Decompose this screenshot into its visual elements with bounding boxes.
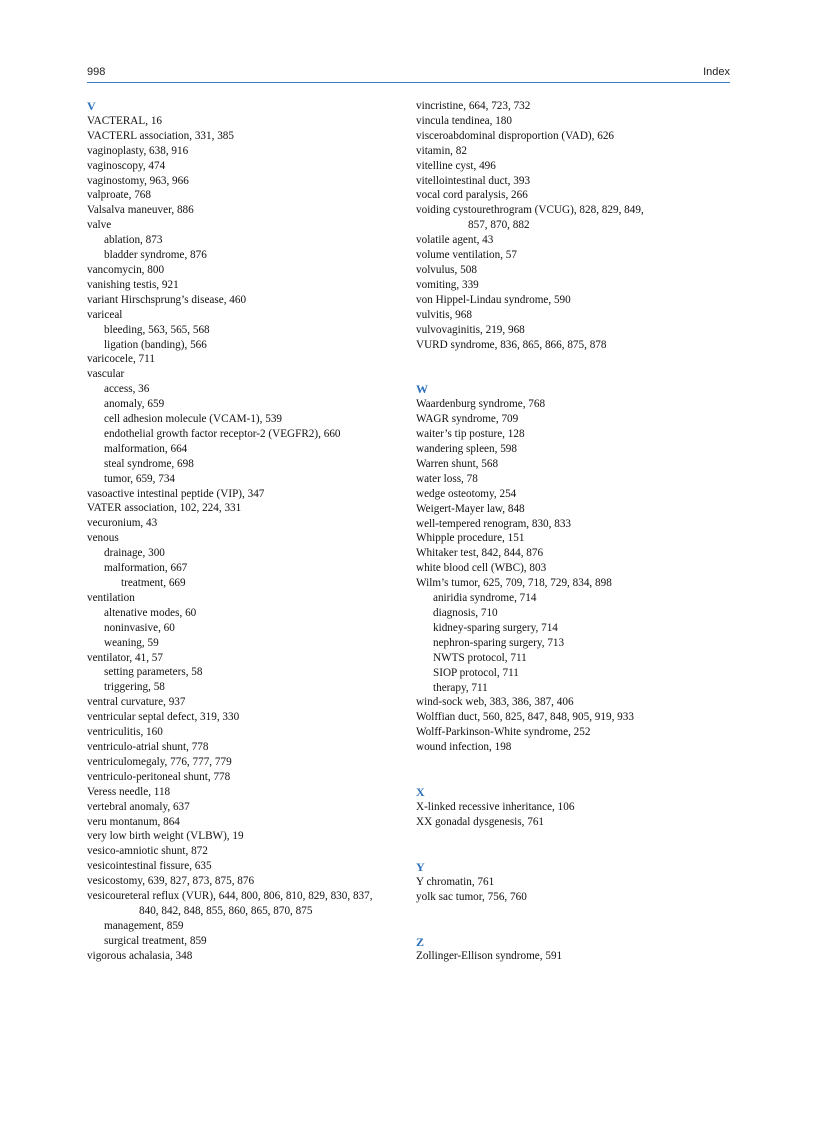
index-entry-continuation: 840, 842, 848, 855, 860, 865, 870, 875 xyxy=(139,904,313,917)
index-entry: Wilm’s tumor, 625, 709, 718, 729, 834, 898 xyxy=(416,577,612,590)
letter-heading-x: X xyxy=(416,785,425,800)
index-entry: vulvovaginitis, 219, 968 xyxy=(416,323,525,336)
index-entry: Weigert-Mayer law, 848 xyxy=(416,502,525,515)
index-entry: VACTERL association, 331, 385 xyxy=(87,129,234,142)
index-entry: veru montanum, 864 xyxy=(87,815,180,828)
page-number: 998 xyxy=(87,66,106,78)
index-subentry: noninvasive, 60 xyxy=(104,621,175,634)
index-entry: vincristine, 664, 723, 732 xyxy=(416,100,531,112)
index-entry: Valsalva maneuver, 886 xyxy=(87,204,194,217)
index-subentry: tumor, 659, 734 xyxy=(104,472,176,485)
index-entry: VACTERAL, 16 xyxy=(87,114,163,127)
index-entry: Whipple procedure, 151 xyxy=(416,532,525,545)
index-entry: Veress needle, 118 xyxy=(87,785,171,798)
index-subentry: diagnosis, 710 xyxy=(433,607,498,619)
index-entry: white blood cell (WBC), 803 xyxy=(416,562,547,575)
index-entry: vascular xyxy=(87,368,125,381)
index-entry: VURD syndrome, 836, 865, 866, 875, 878 xyxy=(416,338,607,351)
index-entry: venous xyxy=(87,532,119,545)
index-subentry: management, 859 xyxy=(104,919,184,932)
index-entry: vertebral anomaly, 637 xyxy=(87,800,190,813)
section-title: Index xyxy=(703,66,730,78)
index-entry: vesicoureteral reflux (VUR), 644, 800, 806, 810, 829, 830, 837, xyxy=(87,890,373,903)
index-entry: ventral curvature, 937 xyxy=(87,696,186,709)
header-rule xyxy=(87,82,730,83)
index-entry: valve xyxy=(87,219,112,232)
index-entry: Y chromatin, 761 xyxy=(416,875,495,888)
index-entry: very low birth weight (VLBW), 19 xyxy=(87,830,244,843)
index-subentry: malformation, 667 xyxy=(104,562,188,575)
section-spacer xyxy=(416,755,730,785)
index-column-left xyxy=(87,99,407,964)
index-subentry: steal syndrome, 698 xyxy=(104,457,194,470)
index-entry: vulvitis, 968 xyxy=(416,308,472,321)
index-entry: vesicointestinal fissure, 635 xyxy=(87,860,212,873)
index-subentry: NWTS protocol, 711 xyxy=(433,651,527,664)
letter-heading-v: V xyxy=(87,99,96,113)
index-subentry: ligation (banding), 566 xyxy=(104,338,207,351)
letter-heading-z: Z xyxy=(416,934,425,949)
index-entry: yolk sac tumor, 756, 760 xyxy=(416,890,527,903)
index-subentry: ablation, 873 xyxy=(104,234,163,247)
index-entry: volvulus, 508 xyxy=(416,263,477,276)
index-entry: wind-sock web, 383, 386, 387, 406 xyxy=(416,696,574,709)
index-entry: ventriculo-atrial shunt, 778 xyxy=(87,740,209,753)
index-subentry: drainage, 300 xyxy=(104,547,165,560)
index-subentry: malformation, 664 xyxy=(104,442,188,455)
index-entry: vaginoscopy, 474 xyxy=(87,159,166,172)
index-entry: Zollinger-Ellison syndrome, 591 xyxy=(416,950,563,963)
index-subentry: access, 36 xyxy=(104,383,150,396)
index-entry: varicocele, 711 xyxy=(87,353,155,366)
index-entry: ventricular septal defect, 319, 330 xyxy=(87,711,240,724)
letter-heading-w: W xyxy=(416,382,428,397)
index-entry: vesicostomy, 639, 827, 873, 875, 876 xyxy=(87,875,255,888)
index-subentry: nephron-sparing surgery, 713 xyxy=(433,636,565,649)
section-spacer xyxy=(416,905,730,935)
index-entry: vocal cord paralysis, 266 xyxy=(416,189,528,202)
index-subentry: SIOP protocol, 711 xyxy=(433,666,519,679)
index-entry: waiter’s tip posture, 128 xyxy=(416,428,525,441)
index-entry: variant Hirschsprung’s disease, 460 xyxy=(87,293,247,306)
index-entry: ventriculomegaly, 776, 777, 779 xyxy=(87,755,232,768)
index-entry: vitamin, 82 xyxy=(416,144,467,157)
index-subentry: anomaly, 659 xyxy=(104,398,165,411)
index-subentry: altenative modes, 60 xyxy=(104,606,197,619)
index-entry: vanishing testis, 921 xyxy=(87,278,179,291)
index-entry: vaginostomy, 963, 966 xyxy=(87,174,189,187)
index-entry: well-tempered renogram, 830, 833 xyxy=(416,517,572,530)
index-entry: wedge osteotomy, 254 xyxy=(416,487,517,500)
index-subentry: cell adhesion molecule (VCAM-1), 539 xyxy=(104,413,283,426)
index-entry: vesico-amniotic shunt, 872 xyxy=(87,845,208,858)
index-entry: VATER association, 102, 224, 331 xyxy=(87,502,242,515)
index-entry: Wolff-Parkinson-White syndrome, 252 xyxy=(416,726,591,739)
index-entry: ventilator, 41, 57 xyxy=(87,651,163,664)
section-spacer xyxy=(416,352,730,382)
index-entry: ventriculitis, 160 xyxy=(87,726,163,739)
index-entry: vecuronium, 43 xyxy=(87,517,158,530)
index-entry: vaginoplasty, 638, 916 xyxy=(87,144,189,157)
index-entry: variceal xyxy=(87,308,123,321)
index-subentry: kidney-sparing surgery, 714 xyxy=(433,621,558,634)
index-entry: volatile agent, 43 xyxy=(416,234,494,247)
index-entry: von Hippel-Lindau syndrome, 590 xyxy=(416,293,571,306)
letter-heading-y: Y xyxy=(416,859,425,874)
index-column-right xyxy=(416,99,730,964)
index-entry: Waardenburg syndrome, 768 xyxy=(416,398,546,411)
index-entry: visceroabdominal disproportion (VAD), 626 xyxy=(416,129,615,142)
index-entry-continuation: 857, 870, 882 xyxy=(468,219,530,232)
index-entry: Warren shunt, 568 xyxy=(416,457,499,470)
index-entry: vancomycin, 800 xyxy=(87,263,165,276)
index-entry: X-linked recessive inheritance, 106 xyxy=(416,800,575,813)
index-entry: WAGR syndrome, 709 xyxy=(416,413,519,426)
index-subentry: aniridia syndrome, 714 xyxy=(433,592,537,605)
index-entry: vitelline cyst, 496 xyxy=(416,159,496,172)
index-entry: vasoactive intestinal peptide (VIP), 347 xyxy=(87,487,265,500)
index-entry: volume ventilation, 57 xyxy=(416,249,517,262)
index-subentry: endothelial growth factor receptor-2 (VEGFR2), 660 xyxy=(104,427,341,440)
index-entry: Wolffian duct, 560, 825, 847, 848, 905, 919, 933 xyxy=(416,711,634,724)
section-spacer xyxy=(416,830,730,860)
index-entry: vomiting, 339 xyxy=(416,278,479,291)
index-subentry: triggering, 58 xyxy=(104,681,165,694)
index-subentry: weaning, 59 xyxy=(104,636,159,649)
index-entry: vigorous achalasia, 348 xyxy=(87,949,193,962)
index-subentry: therapy, 711 xyxy=(433,681,488,694)
index-entry: vincula tendinea, 180 xyxy=(416,114,512,127)
index-entry: water loss, 78 xyxy=(416,472,478,485)
index-subentry: surgical treatment, 859 xyxy=(104,934,207,947)
index-entry: valproate, 768 xyxy=(87,189,151,202)
index-entry: voiding cystourethrogram (VCUG), 828, 829, 849, xyxy=(416,204,644,217)
index-subentry: bladder syndrome, 876 xyxy=(104,249,207,262)
running-header xyxy=(87,66,730,82)
index-entry: vitellointestinal duct, 393 xyxy=(416,174,531,187)
index-entry: ventriculo-peritoneal shunt, 778 xyxy=(87,770,231,783)
index-subentry: setting parameters, 58 xyxy=(104,666,203,679)
index-entry: Whitaker test, 842, 844, 876 xyxy=(416,547,544,560)
index-entry: wandering spleen, 598 xyxy=(416,443,517,456)
index-entry: ventilation xyxy=(87,591,135,604)
index-entry: wound infection, 198 xyxy=(416,741,512,754)
index-subentry: bleeding, 563, 565, 568 xyxy=(104,323,210,336)
index-subsubentry: treatment, 669 xyxy=(121,577,186,589)
index-entry: XX gonadal dysgenesis, 761 xyxy=(416,815,545,828)
